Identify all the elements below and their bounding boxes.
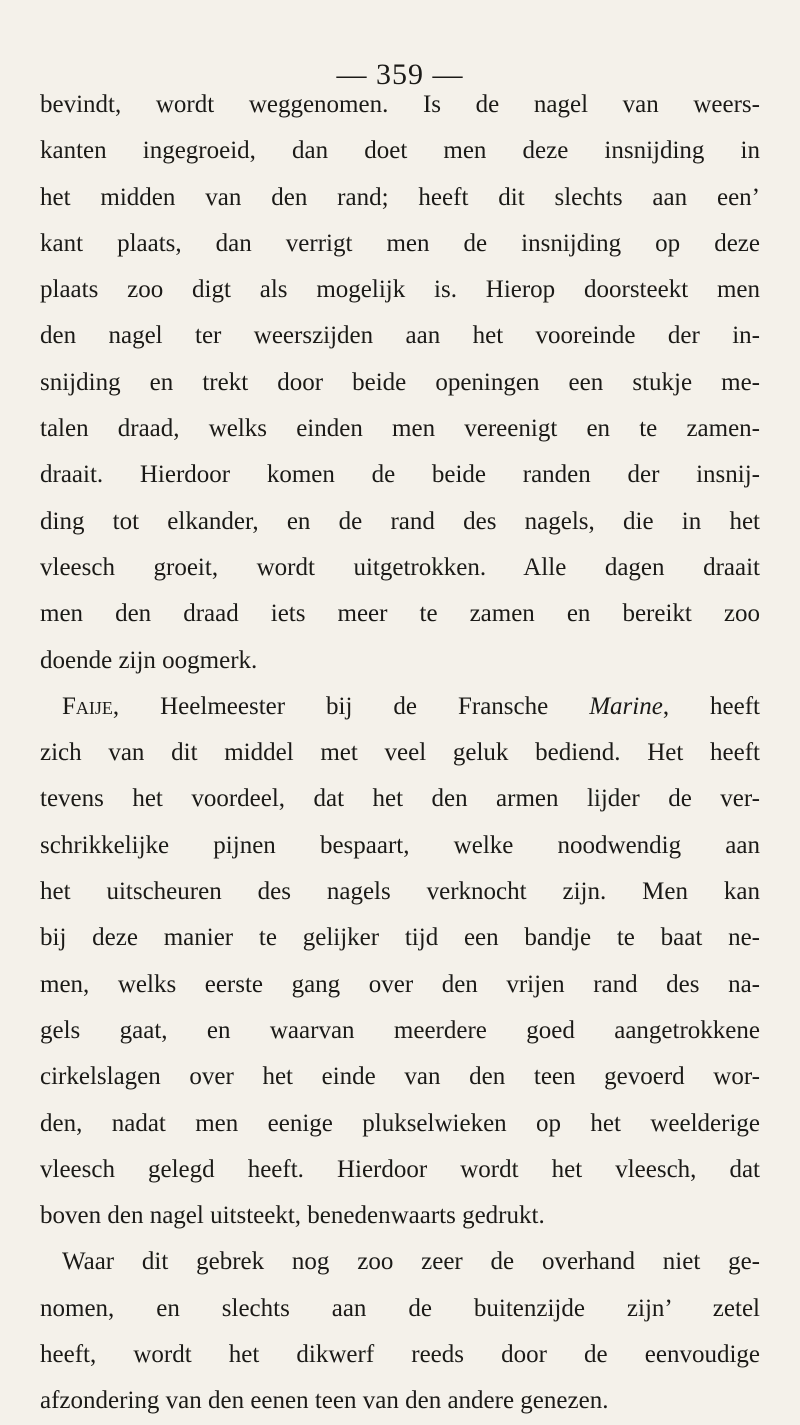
emphasis-marine: Marine: [589, 692, 663, 720]
text-line: bij deze manier te gelijker tijd een bandje te baat ne-: [40, 924, 760, 952]
text-line: snijding en trekt door beide openingen een stukje me-: [40, 368, 760, 396]
text-line: talen draad, welks einden men vereenigt en te zamen-: [40, 415, 760, 443]
text-line: men, welks eerste gang over den vrijen rand des na-: [40, 970, 760, 998]
text-fragment: , heeft: [662, 692, 760, 720]
text-line: doende zijn oogmerk.: [40, 646, 258, 674]
text-line: plaats zoo digt als mogelijk is. Hierop doorsteekt men: [40, 276, 760, 304]
text-line: ding tot elkander, en de rand des nagels, die in het: [40, 507, 760, 535]
text-line: afzondering van den eenen teen van den andere genezen.: [40, 1387, 609, 1415]
text-line: schrikkelijke pijnen bespaart, welke noodwendig aan: [40, 831, 760, 859]
text-line: kanten ingegroeid, dan doet men deze insnijding in: [40, 137, 760, 165]
text-line: cirkelslagen over het einde van den teen gevoerd wor-: [40, 1063, 760, 1091]
text-line: kant plaats, dan verrigt men de insnijding op deze: [40, 229, 760, 257]
text-line: Waar dit gebrek nog zoo zeer de overhand niet ge-: [62, 1248, 760, 1276]
text-line: het midden van den rand; heeft dit slechts aan een’: [40, 183, 760, 211]
text-line: tevens het voordeel, dat het den armen lijder de ver-: [40, 785, 760, 813]
text-line: men den draad iets meer te zamen en bereikt zoo: [40, 600, 760, 628]
text-line: vleesch groeit, wordt uitgetrokken. Alle dagen draait: [40, 553, 760, 581]
text-line: gels gaat, en waarvan meerdere goed aangetrokkene: [40, 1016, 760, 1044]
text-line: zich van dit middel met veel geluk bediend. Het heeft: [40, 739, 760, 767]
text-line: draait. Hierdoor komen de beide randen der insnij-: [40, 461, 760, 489]
body-text: [40, 82, 760, 1425]
text-line: den, nadat men eenige plukselwieken op het weelderige: [40, 1109, 760, 1137]
text-line: vleesch gelegd heeft. Hierdoor wordt het vleesch, dat: [40, 1155, 760, 1183]
page-number: — 359 —: [336, 58, 464, 91]
text-line: heeft, wordt het dikwerf reeds door de eenvoudige: [40, 1341, 760, 1369]
text-line: bevindt, wordt weggenomen. Is de nagel van weers-: [40, 91, 760, 118]
text-line: nomen, en slechts aan de buitenzijde zijn’ zetel: [40, 1294, 760, 1322]
text-line: boven den nagel uitsteekt, benedenwaarts gedrukt.: [40, 1202, 545, 1230]
text-line: den nagel ter weerszijden aan het vooreinde der in-: [40, 322, 760, 350]
paragraph-2-first-line: [40, 684, 760, 730]
person-name: Faije: [62, 692, 113, 720]
text-fragment: , Heelmeester bij de Fransche: [112, 692, 549, 720]
text-line: het uitscheuren des nagels verknocht zijn. Men kan: [40, 878, 760, 906]
